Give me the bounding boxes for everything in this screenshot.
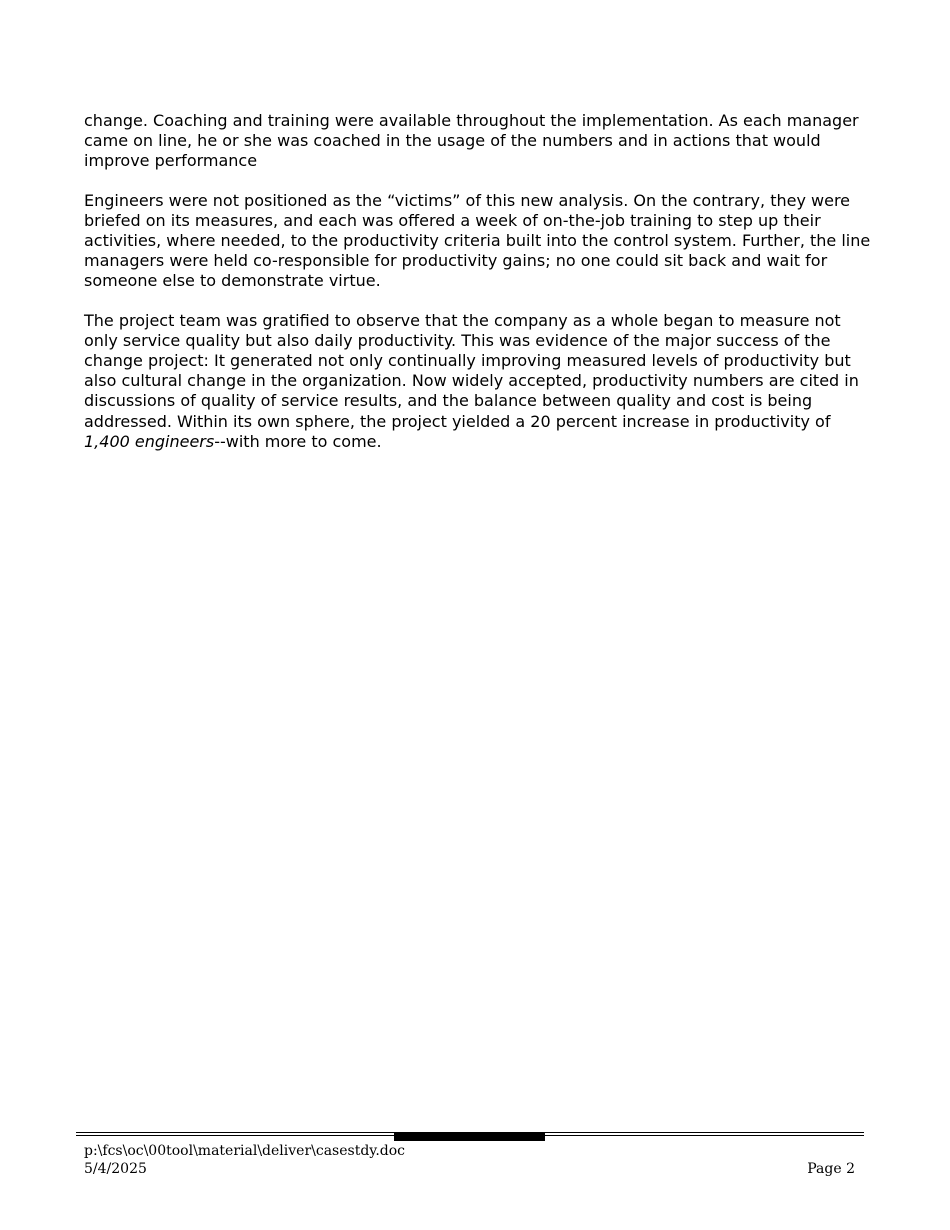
- paragraph-1: [84, 111, 874, 172]
- paragraph-text: Engineers were not positioned as the “victims” of this new analysis. On the contrary, they were briefed on its measures, and each was offered a week of on-the-job training to step up their activities, where needed, to the productivity criteria built into the control system. Further, the line managers were held co-responsible for productivity gains; no one could sit back and wait for someone else to demonstrate virtue.: [84, 190, 871, 291]
- document-body: [84, 111, 874, 471]
- paragraph-2: [84, 191, 874, 292]
- paragraph-text: The project team was gratified to observe that the company as a whole began to measure not only service quality but also daily productivity. This was evidence of the major success of the change project: It generated not only continually improving measured levels of productivity but also cultural change in the organization. Now widely accepted, productivity numbers are cited in discussions of quality of service results, and the balance between quality and cost is being addressed. Within its own sphere, the project yielded a 20 percent increase in productivity of: [84, 310, 859, 431]
- footer-page-number: Page 2: [807, 1161, 855, 1177]
- paragraph-text: change. Coaching and training were available throughout the implementation. As each manager came on line, he or she was coached in the usage of the numbers and in actions that would improve performance: [84, 111, 859, 171]
- footer-file-path: p:\fcs\oc\00tool\material\deliver\casestdy.doc: [84, 1143, 406, 1159]
- italic-emphasis: 1,400 engineers: [84, 431, 215, 451]
- paragraph-text: --with more to come.: [214, 431, 382, 451]
- footer-accent-bar: [394, 1133, 545, 1141]
- footer-date: 5/4/2025: [84, 1161, 147, 1177]
- paragraph-3: [84, 311, 874, 452]
